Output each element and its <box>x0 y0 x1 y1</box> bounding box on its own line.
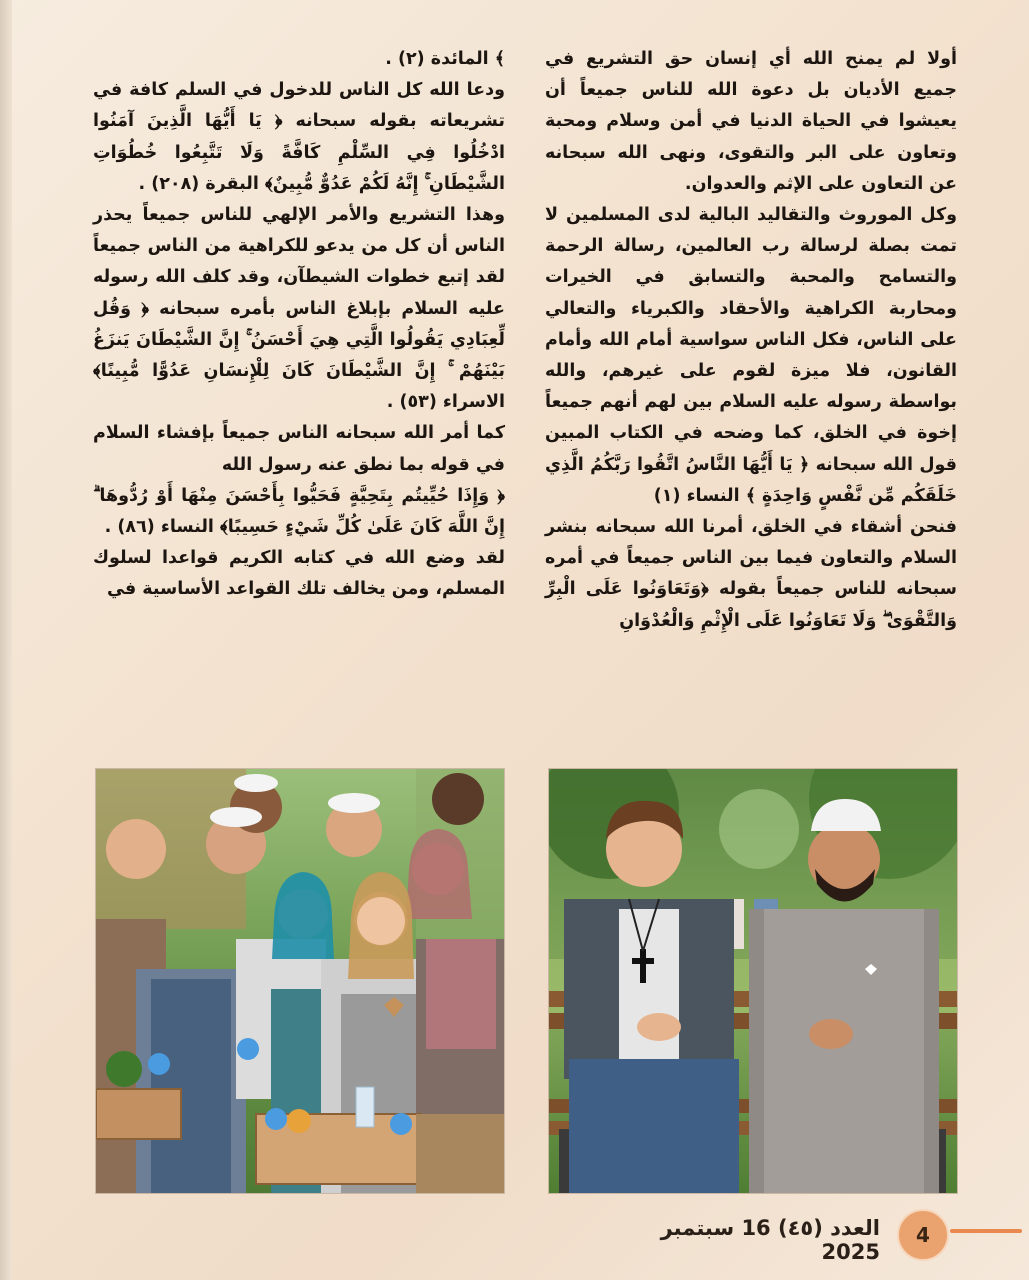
bench-photo <box>548 768 958 1194</box>
paragraph: وهذا التشريع والأمر الإلهي للناس جميعاً يحذر الناس أن كل من يدعو للكراهية من الناس جميعاً لقد إتبع خطوات الشيطآن، وقد كلف الله رسوله عليه السلام بإبلاغ الناس بأمره سبحانه ﴿ وَقُل لِّعِبَادِي يَقُولُوا الَّتِي هِيَ أَحْسَنُ ۚ إِنَّ الشَّيْطَانَ يَنزَغُ بَيْنَهُمْ ۚ إِنَّ الشَّيْطَانَ كَانَ لِلْإِنسَانِ عَدُوًّا مُّبِينًا﴾ الاسراء (٥٣) . <box>93 205 505 413</box>
paragraph: ودعا الله كل الناس للدخول في السلم كافة في تشريعاته بقوله سبحانه ﴿ يَا أَيُّهَا الَّذِينَ آمَنُوا ادْخُلُوا فِي السِّلْمِ كَافَّةً وَلَا تَتَّبِعُوا خُطُوَاتِ الشَّيْطَانِ ۚ إِنَّهُ لَكُمْ عَدُوٌّ مُّبِينٌ﴾ البقرة (٢٠٨) . <box>93 80 505 194</box>
paragraph: ﴿ وَإِذَا حُيِّيتُم بِتَحِيَّةٍ فَحَيُّوا بِأَحْسَنَ مِنْهَا أَوْ رُدُّوهَا ۗ إِنَّ اللَّهَ كَانَ عَلَىٰ كُلِّ شَيْءٍ حَسِيبًا﴾ النساء (٨٦) . <box>93 485 505 538</box>
paragraph: فنحن أشقاء في الخلق، أمرنا الله سبحانه بنشر السلام والتعاون فيما بين الناس جميعاً في أمره سبحانه للناس جميعاً بقوله ﴿وَتَعَاوَنُوا عَلَى الْبِرِّ وَالتَّقْوَىٰ ۖ وَلَا تَعَاوَنُوا عَلَى الْإِثْمِ وَالْعُدْوَانِ <box>545 517 957 631</box>
paragraph: أولا لم يمنح الله أي إنسان حق التشريع في جميع الأديان بل دعوة الله للناس جميعاً أن يعيشوا في الحياة الدنيا في أمن وسلام ومحبة وتعاون على البر والتقوى، ونهى الله سبحانه عن التعاون على الإثم والعدوان. <box>545 49 957 194</box>
article-column-right <box>545 44 957 637</box>
volunteers-photo <box>95 768 505 1194</box>
issue-info: العدد (٤٥) 16 سبتمبر 2025 <box>660 1216 880 1264</box>
paragraph: وكل الموروث والتقاليد البالية لدى المسلمين لا تمت بصلة لرسالة رب العالمين، رسالة الرحمة والتسامح والمحبة والتسابق في الخيرات ومحاربة الكراهية والأحقاد والكبرياء والتعالي على الناس، فكل الناس سواسية أمام الله وأمام القانون، فلا ميزة لقوم على غيرهم، والله بواسطة رسوله عليه السلام بين لهم أنهم جميعاً إخوة في الخلق، كما وضحه في الكتاب المبين قول الله سبحانه ﴿ يَا أَيُّهَا النَّاسُ اتَّقُوا رَبَّكُمُ الَّذِي خَلَقَكُم مِّن نَّفْسٍ وَاحِدَةٍ ﴾ النساء (١) <box>545 205 957 506</box>
page-number-badge: 4 <box>897 1209 949 1261</box>
paragraph: لقد وضع الله في كتابه الكريم قواعدا لسلوك المسلم، ومن يخالف تلك القواعد الأساسية في <box>93 548 505 600</box>
page-edge <box>0 0 12 1280</box>
footer-accent-line <box>950 1229 1022 1233</box>
paragraph: ﴾ المائدة (٢) . <box>385 49 505 69</box>
article-column-left <box>93 44 505 606</box>
paragraph: كما أمر الله سبحانه الناس جميعاً بإفشاء السلام في قوله بما نطق عنه رسول الله <box>93 423 505 475</box>
